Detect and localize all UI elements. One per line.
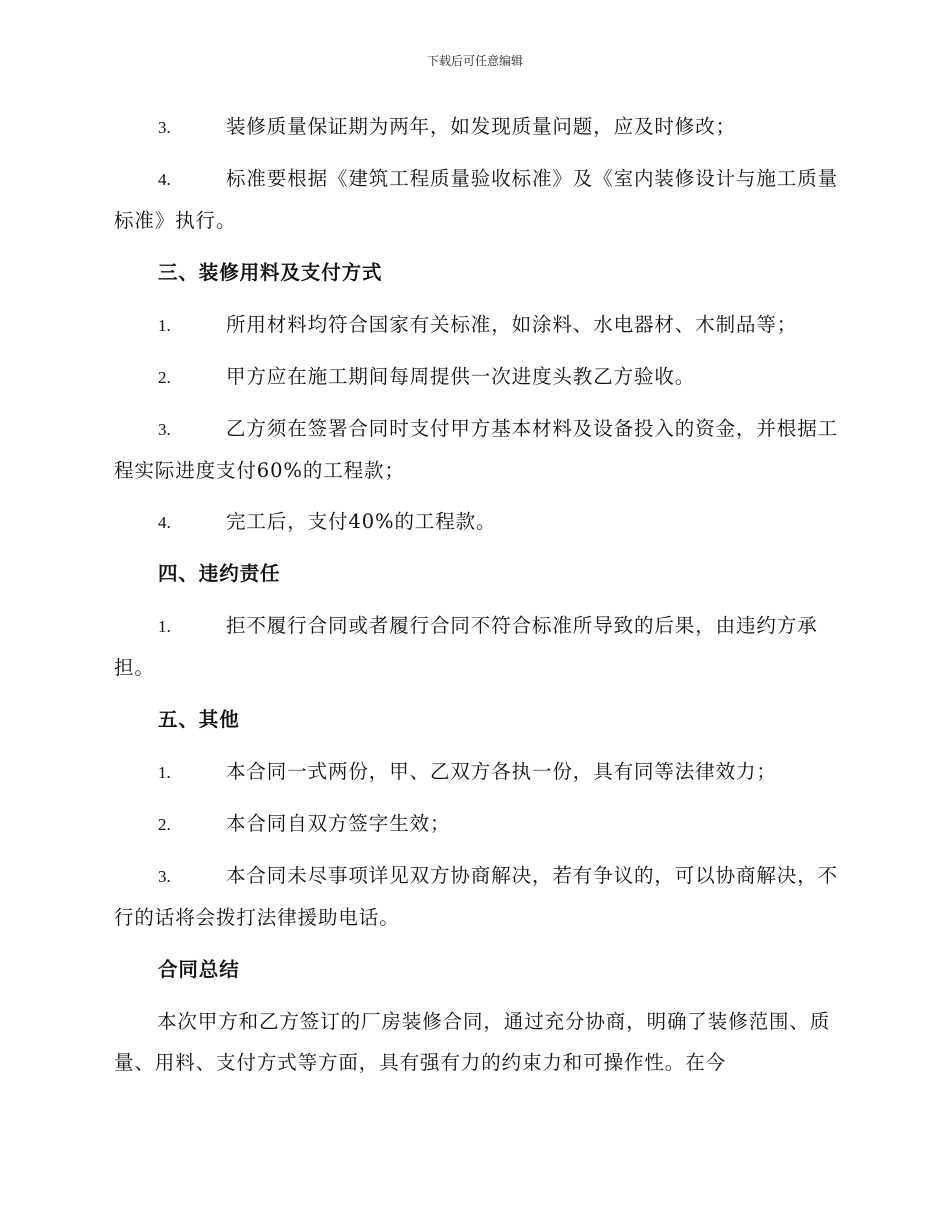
section-heading: 五、其他	[158, 708, 240, 731]
list-item	[114, 356, 839, 398]
item-text: 拒不履行合同或者履行合同不符合标准所导致的后果，由违约方承担。	[114, 614, 818, 679]
summary-heading: 合同总结	[158, 958, 240, 981]
list-item	[114, 158, 839, 241]
item-number: 1.	[158, 617, 171, 636]
item-text: 所用材料均符合国家有关标准，如涂料、水电器材、木制品等；	[226, 313, 798, 336]
list-item	[114, 501, 839, 543]
item-number: 1.	[158, 763, 171, 782]
item-number: 4.	[158, 170, 171, 189]
item-number: 2.	[158, 368, 171, 387]
list-item	[114, 408, 839, 491]
item-text: 标准要根据《建筑工程质量验收标准》及《室内装修设计与施工质量标准》执行。	[114, 167, 839, 232]
item-text: 装修质量保证期为两年，如发现质量问题，应及时修改；	[226, 115, 737, 138]
section-heading: 四、违约责任	[158, 562, 281, 585]
list-item	[114, 106, 839, 148]
list-item	[114, 304, 839, 346]
item-text: 本合同一式两份，甲、乙双方各执一份，具有同等法律效力；	[226, 760, 777, 783]
list-item	[114, 605, 839, 688]
item-number: 3.	[158, 118, 171, 137]
item-text: 本合同自双方签字生效；	[226, 812, 451, 835]
item-text: 完工后，支付40%的工程款。	[226, 510, 497, 533]
item-number: 3.	[158, 420, 171, 439]
page-header: 下载后可任意编辑	[426, 54, 523, 68]
list-item	[114, 751, 839, 793]
item-text: 甲方应在施工期间每周提供一次进度头教乙方验收。	[226, 365, 696, 388]
item-text: 本合同未尽事项详见双方协商解决，若有争议的，可以协商解决，不行的话将会拨打法律援助电话。	[114, 864, 839, 929]
item-text: 乙方须在签署合同时支付甲方基本材料及设备投入的资金，并根据工程实际进度支付60%的工程款；	[114, 417, 839, 482]
list-item	[114, 803, 839, 845]
item-number: 1.	[158, 316, 171, 335]
list-item	[114, 855, 839, 938]
item-number: 3.	[158, 867, 171, 886]
item-number: 4.	[158, 513, 171, 532]
item-number: 2.	[158, 815, 171, 834]
summary-paragraph: 本次甲方和乙方签订的厂房装修合同，通过充分协商，明确了装修范围、质量、用料、支付方式等方面，具有强有力的约束力和可操作性。在今	[114, 1010, 831, 1074]
section-heading: 三、装修用料及支付方式	[158, 261, 383, 284]
